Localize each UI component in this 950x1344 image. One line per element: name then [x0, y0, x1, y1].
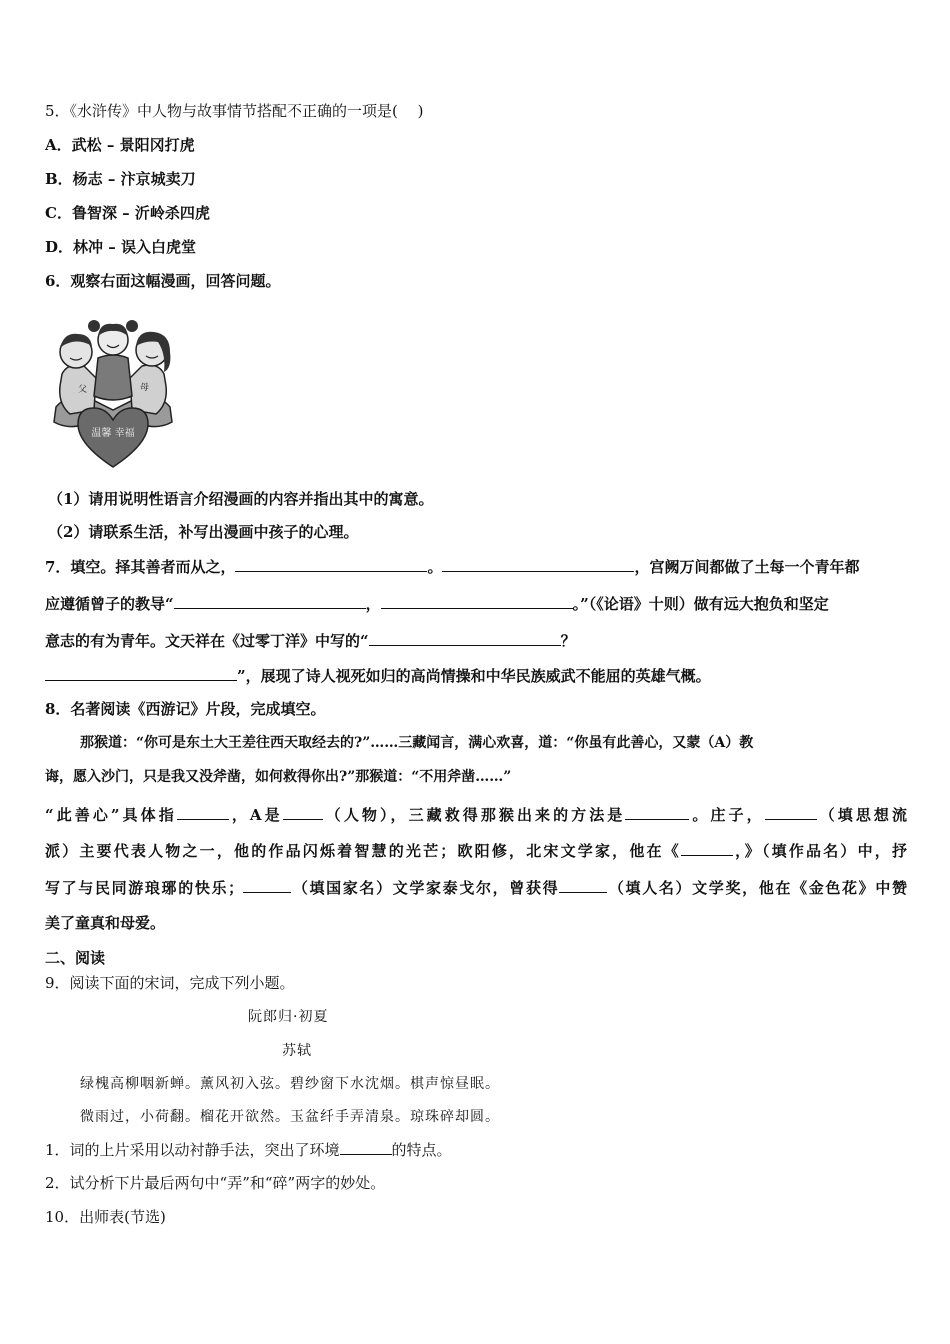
q7-blank-1[interactable] — [235, 556, 427, 572]
q7-text: 意志的有为青年。文天祥在《过零丁洋》中写的“ — [45, 632, 369, 650]
q8-text: （填思想流 — [816, 806, 907, 824]
q8-blank-6[interactable] — [243, 877, 291, 893]
q7-blank-5[interactable] — [369, 630, 561, 646]
father-label: 父 — [78, 385, 88, 395]
q7-text: 。”（《论语》十则）做有远大抱负和坚定 — [572, 595, 829, 613]
q9-sub1 — [45, 1139, 907, 1160]
q8-line1 — [45, 804, 907, 825]
q8-blank-7[interactable] — [559, 877, 607, 893]
q7-text: ”，展现了诗人视死如归的高尚情操和中华民族威武不能屈的英雄气概。 — [237, 667, 711, 685]
q8-stem: 8．名著阅读《西游记》片段，完成填空。 — [45, 700, 326, 718]
q5-option-c: C．鲁智深 – 沂岭杀四虎 — [45, 204, 210, 222]
q8-line2 — [45, 840, 907, 861]
q7-text: 应遵循曾子的教导“ — [45, 595, 174, 613]
q5-option-b: B．杨志 – 汴京城卖刀 — [45, 170, 196, 188]
q6-stem: 6．观察右面这幅漫画，回答问题。 — [45, 272, 281, 290]
heart-caption: 温馨 幸福 — [91, 428, 135, 439]
q7-text: ，宫阙万间都做了土每一个青年都 — [634, 558, 860, 576]
q8-blank-5[interactable] — [681, 840, 733, 856]
q8-text: （填国家名）文学家泰戈尔，曾获得 — [291, 879, 560, 897]
poem-title: 阮郎归·初夏 — [248, 1009, 329, 1025]
section-heading-reading: 二、阅读 — [45, 949, 106, 967]
q8-line3 — [45, 877, 907, 898]
q8-text: 派）主要代表人物之一，他的作品闪烁着智慧的光芒；欧阳修，北宋文学家，他在《 — [45, 842, 681, 860]
q7-blank-6[interactable] — [45, 665, 237, 681]
q8-blank-1[interactable] — [177, 804, 229, 820]
q5-option-d: D．林冲 – 误入白虎堂 — [45, 238, 196, 256]
q8-text: ，》（填作品名）中，抒 — [732, 842, 907, 860]
q8-passage-line1: 那猴道：“你可是东土大王差往西天取经去的?”……三藏闻言，满心欢喜，道：“你虽有此善心，又蒙（A）教 — [80, 735, 754, 751]
q8-line4: 美了童真和母爱。 — [45, 914, 166, 932]
q8-text: 。庄子， — [689, 806, 765, 824]
q7-blank-3[interactable] — [174, 593, 366, 609]
q8-text: “此善心”具体指 — [45, 806, 177, 824]
q9-text: 1．词的上片采用以动衬静手法，突出了环境 — [45, 1141, 340, 1159]
q7-text: ？ — [560, 632, 576, 650]
mother-label: 母 — [140, 383, 150, 393]
q10-stem: 10．出师表(节选) — [45, 1208, 166, 1226]
q9-text: 的特点。 — [391, 1141, 452, 1159]
q8-passage-line2: 诲，愿入沙门，只是我又没斧凿，如何救得你出?”那猴道：“不用斧凿……” — [45, 769, 512, 785]
poem-line-1: 绿槐高柳咽新蝉。薰风初入弦。碧纱窗下水沈烟。棋声惊昼眠。 — [80, 1076, 500, 1092]
q7-blank-4[interactable] — [381, 593, 573, 609]
q8-text: 写了与民同游琅琊的快乐； — [45, 879, 244, 897]
q5-stem: 5．《水浒传》中人物与故事情节搭配不正确的一项是( ) — [45, 102, 424, 120]
q7-text: 7．填空。择其善者而从之， — [45, 558, 236, 576]
q7-line4 — [45, 665, 907, 686]
q7-line1 — [45, 556, 907, 577]
q8-blank-4[interactable] — [765, 804, 817, 820]
q7-text: 。 — [427, 558, 443, 576]
q9-sub2: 2．试分析下片最后两句中“弄”和“碎”两字的妙处。 — [45, 1174, 386, 1192]
q9-stem: 9．阅读下面的宋词，完成下列小题。 — [45, 974, 295, 992]
q5-option-a: A．武松 – 景阳冈打虎 — [45, 136, 195, 154]
q8-blank-2[interactable] — [283, 804, 323, 820]
family-cartoon-image — [48, 312, 178, 474]
q9-blank-1[interactable] — [340, 1139, 392, 1155]
q7-line3 — [45, 630, 907, 651]
q6-sub2: （2）请联系生活，补写出漫画中孩子的心理。 — [48, 523, 359, 541]
q7-line2 — [45, 593, 907, 614]
q7-blank-2[interactable] — [442, 556, 634, 572]
poem-author: 苏轼 — [282, 1043, 312, 1059]
q8-text: ，A是 — [228, 806, 283, 824]
q7-text: ， — [365, 595, 381, 613]
q8-text: （人物），三藏救得那猴出来的方法是 — [322, 806, 626, 824]
q6-sub1: （1）请用说明性语言介绍漫画的内容并指出其中的寓意。 — [48, 490, 434, 508]
q8-blank-3[interactable] — [625, 804, 689, 820]
q8-text: （填人名）文学奖，他在《金色花》中赞 — [607, 879, 907, 897]
poem-line-2: 微雨过，小荷翻。榴花开欲然。玉盆纤手弄清泉。琼珠碎却圆。 — [80, 1109, 500, 1125]
